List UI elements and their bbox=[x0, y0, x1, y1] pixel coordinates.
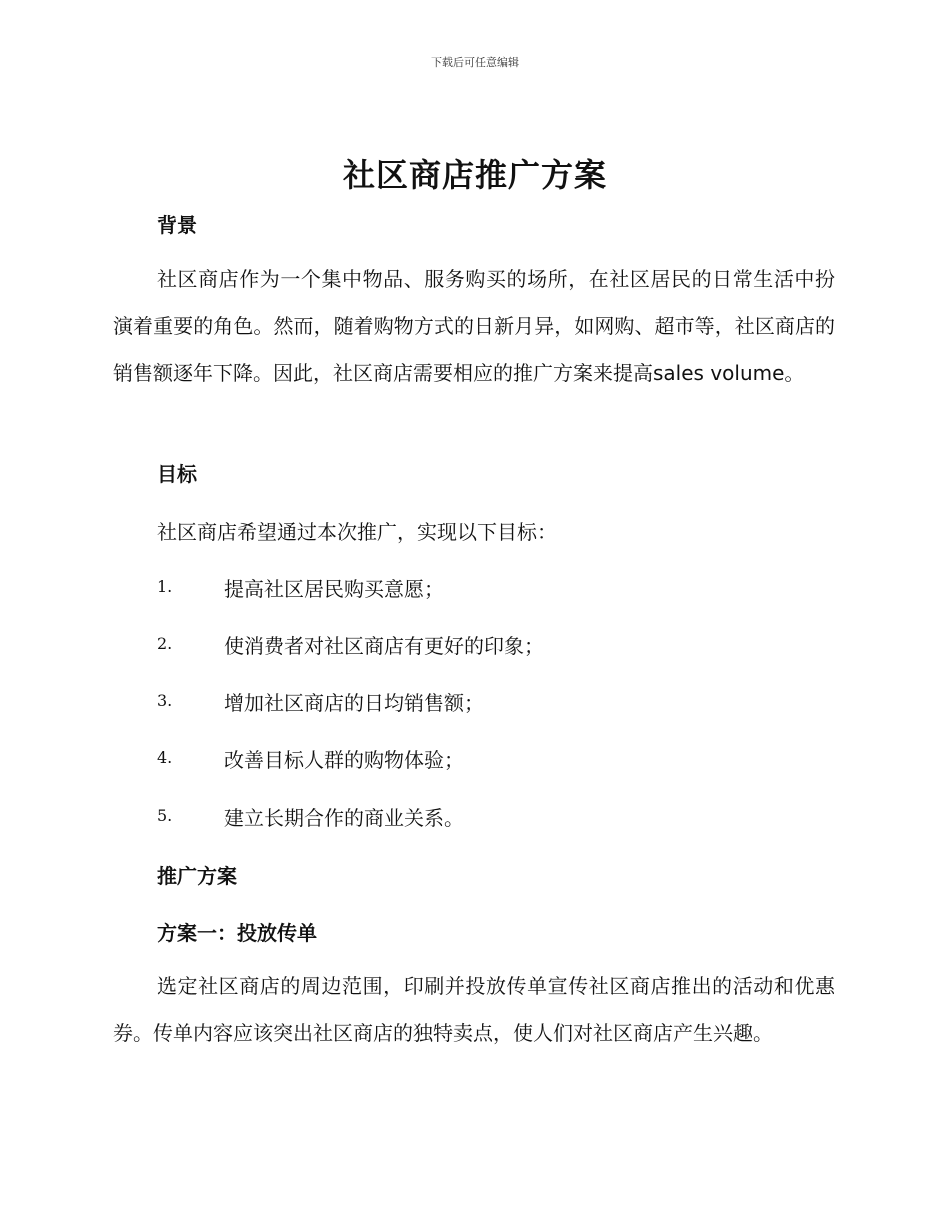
document-title: 社区商店推广方案 bbox=[342, 156, 607, 194]
header-note: 下载后可任意编辑 bbox=[431, 56, 519, 69]
list-item-text: 增加社区商店的日均销售额； bbox=[224, 691, 484, 715]
list-item-number: 2. bbox=[157, 634, 173, 653]
list-item-number: 3. bbox=[157, 691, 173, 710]
list-item-text: 使消费者对社区商店有更好的印象； bbox=[224, 634, 544, 658]
list-item-text: 提高社区居民购买意愿； bbox=[224, 577, 444, 601]
background-paragraph: 社区商店作为一个集中物品、服务购买的场所，在社区居民的日常生活中扮演着重要的角色。然而，随着购物方式的日新月异，如网购、超市等，社区商店的销售额逐年下降。因此，社区商店需要相应的推广方案来提高sales volume。 bbox=[113, 267, 835, 385]
list-item-number: 5. bbox=[157, 806, 173, 825]
section-heading-background: 背景 bbox=[157, 213, 197, 237]
plan-option1-heading: 方案一：投放传单 bbox=[157, 921, 317, 945]
plan-option1-paragraph: 选定社区商店的周边范围，印刷并投放传单宣传社区商店推出的活动和优惠券。传单内容应该突出社区商店的独特卖点，使人们对社区商店产生兴趣。 bbox=[113, 974, 835, 1045]
section-heading-goals: 目标 bbox=[157, 462, 197, 486]
list-item-text: 建立长期合作的商业关系。 bbox=[224, 806, 464, 830]
section-heading-plan: 推广方案 bbox=[157, 864, 237, 888]
goals-intro: 社区商店希望通过本次推广，实现以下目标： bbox=[157, 520, 557, 544]
list-item-text: 改善目标人群的购物体验； bbox=[224, 748, 464, 772]
list-item-number: 4. bbox=[157, 748, 173, 767]
list-item-number: 1. bbox=[157, 577, 173, 596]
